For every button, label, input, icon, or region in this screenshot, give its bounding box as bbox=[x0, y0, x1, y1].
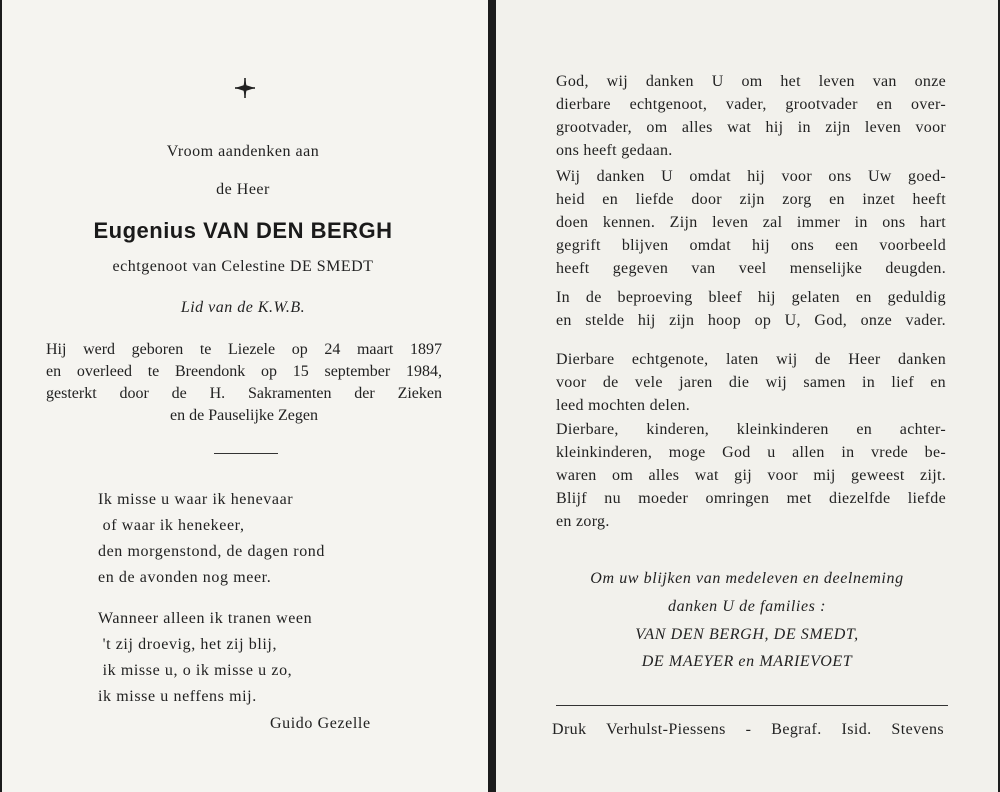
prayer-line: voor de vele jaren die wij samen in lief en bbox=[556, 374, 946, 391]
prayer-line: leed mochten delen. bbox=[556, 397, 691, 414]
prayer-line: heeft gegeven van veel menselijke deugden. bbox=[556, 260, 946, 277]
prayer-line: God, wij danken U om het leven van onze bbox=[556, 73, 946, 90]
prayer-line: grootvader, om alles wat hij in zijn leven voor bbox=[556, 119, 946, 136]
prayer-paragraph-2 bbox=[556, 165, 946, 280]
prayer-paragraph-5 bbox=[556, 418, 946, 533]
prayer-paragraph-3 bbox=[556, 286, 946, 332]
thanks-line: danken U de families : bbox=[667, 598, 827, 615]
printer-credit: Druk Verhulst-Piessens - Begraf. Isid. Stevens bbox=[552, 721, 944, 738]
bio-line: gesterkt door de H. Sakramenten der Zieken bbox=[46, 385, 442, 402]
prayer-line: heid en liefde door zijn zorg en inzet heeft bbox=[556, 191, 946, 208]
thanks-line: Om uw blijken van medeleven en deelneming bbox=[590, 570, 904, 587]
poem-author: Guido Gezelle bbox=[270, 715, 371, 732]
prayer-line: dierbare echtgenoot, vader, grootvader en over- bbox=[556, 96, 946, 113]
prayer-line: Blijf nu moeder omringen met diezelfde liefde bbox=[556, 490, 946, 507]
divider-rule bbox=[214, 453, 278, 454]
bio-line: en de Pauselijke Zegen bbox=[170, 407, 318, 424]
prayer-paragraph-4 bbox=[556, 348, 946, 417]
prayer-line: waren om alles wat gij voor mij geweest zijt. bbox=[556, 467, 946, 484]
membership-line: Lid van de K.W.B. bbox=[180, 299, 306, 316]
spouse-line: echtgenoot van Celestine DE SMEDT bbox=[112, 258, 374, 275]
poem-line: Wanneer alleen ik tranen ween bbox=[98, 610, 313, 627]
poem-line: ik misse u, o ik misse u zo, bbox=[98, 662, 293, 679]
poem-line: en de avonden nog meer. bbox=[98, 569, 272, 586]
poem-stanza-1 bbox=[98, 487, 325, 591]
bio-line: Hij werd geboren te Liezele op 24 maart 1897 bbox=[46, 341, 442, 358]
prayer-line: Dierbare echtgenote, laten wij de Heer danken bbox=[556, 351, 946, 368]
bio-line: en overleed te Breendonk op 15 september 1984, bbox=[46, 363, 442, 380]
prayer-line: gegrift blijven omdat hij ons een voorbeeld bbox=[556, 237, 946, 254]
poem-line: ik misse u neffens mij. bbox=[98, 688, 257, 705]
prayer-line: en stelde hij zijn hoop op U, God, onze vader. bbox=[556, 312, 946, 329]
title-line: de Heer bbox=[216, 181, 270, 198]
footer-rule bbox=[556, 705, 948, 706]
poem-line: 't zij droevig, het zij blij, bbox=[98, 636, 278, 653]
prayer-line: Wij danken U omdat hij voor ons Uw goed- bbox=[556, 168, 946, 185]
biography-block bbox=[46, 339, 442, 427]
memory-heading: Vroom aandenken aan bbox=[166, 143, 320, 160]
deceased-name: Eugenius VAN DEN BERGH bbox=[93, 218, 393, 243]
prayer-line: kleinkinderen, moge God u allen in vrede be- bbox=[556, 444, 946, 461]
prayer-line: In de beproeving bleef hij gelaten en geduldig bbox=[556, 289, 946, 306]
poem-stanza-2 bbox=[98, 606, 312, 710]
prayer-line: Dierbare, kinderen, kleinkinderen en achter- bbox=[556, 421, 946, 438]
cross-patee-icon bbox=[233, 76, 257, 100]
prayer-line: doen kennen. Zijn leven zal immer in ons hart bbox=[556, 214, 946, 231]
prayer-paragraph-1 bbox=[556, 70, 946, 162]
families-line: DE MAEYER en MARIEVOET bbox=[641, 653, 853, 670]
prayer-line: en zorg. bbox=[556, 513, 610, 530]
families-line: VAN DEN BERGH, DE SMEDT, bbox=[635, 626, 859, 643]
poem-line: Ik misse u waar ik henevaar bbox=[98, 491, 294, 508]
prayer-line: ons heeft gedaan. bbox=[556, 142, 673, 159]
poem-line: den morgenstond, de dagen rond bbox=[98, 543, 325, 560]
poem-line: of waar ik henekeer, bbox=[98, 517, 245, 534]
